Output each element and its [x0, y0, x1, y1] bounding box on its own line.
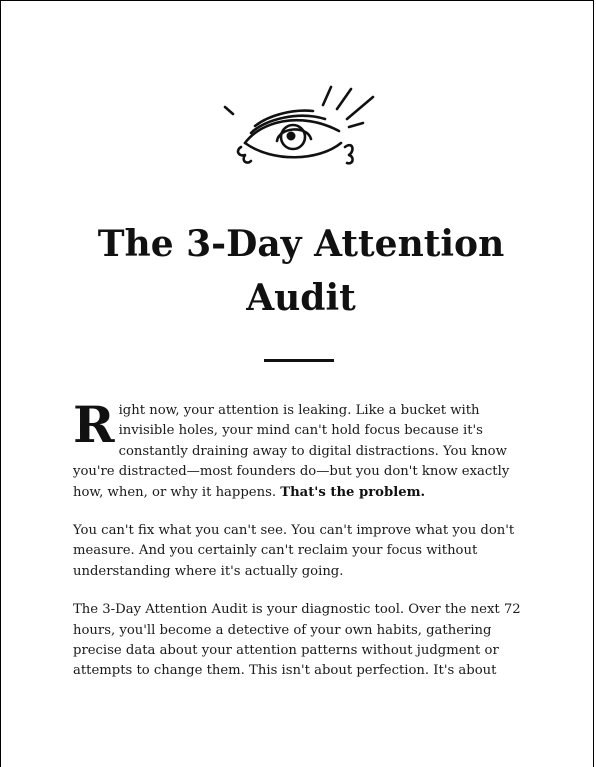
- paragraph-intro-emphasis: That's the problem.: [280, 484, 426, 500]
- paragraph-intro: [73, 395, 529, 503]
- title-divider: [264, 359, 334, 362]
- paragraph-third: The 3-Day Attention Audit is your diagnostic tool. Over the next 72 hours, you'll become a detective of your own habits, gathering precise data about your attention patterns without judgment or attempts to change them. This isn't about perfection. It's about: [73, 602, 521, 679]
- body-text: [73, 395, 529, 700]
- drop-cap: R: [73, 395, 115, 454]
- eye-icon: [221, 81, 381, 181]
- page-title: The 3-Day Attention Audit: [97, 223, 505, 319]
- paragraph-second: You can't fix what you can't see. You can't improve what you don't measure. And you certainly can't reclaim your focus without understanding where it's actually going.: [73, 523, 515, 579]
- paragraph-intro-text: ight now, your attention is leaking. Like a bucket with invisible holes, your mind can't hold focus because it's constantly draining away to digital distractions. You know you're distracted—most founders do—but you don't know exactly how, when, or why it happens.: [73, 403, 510, 500]
